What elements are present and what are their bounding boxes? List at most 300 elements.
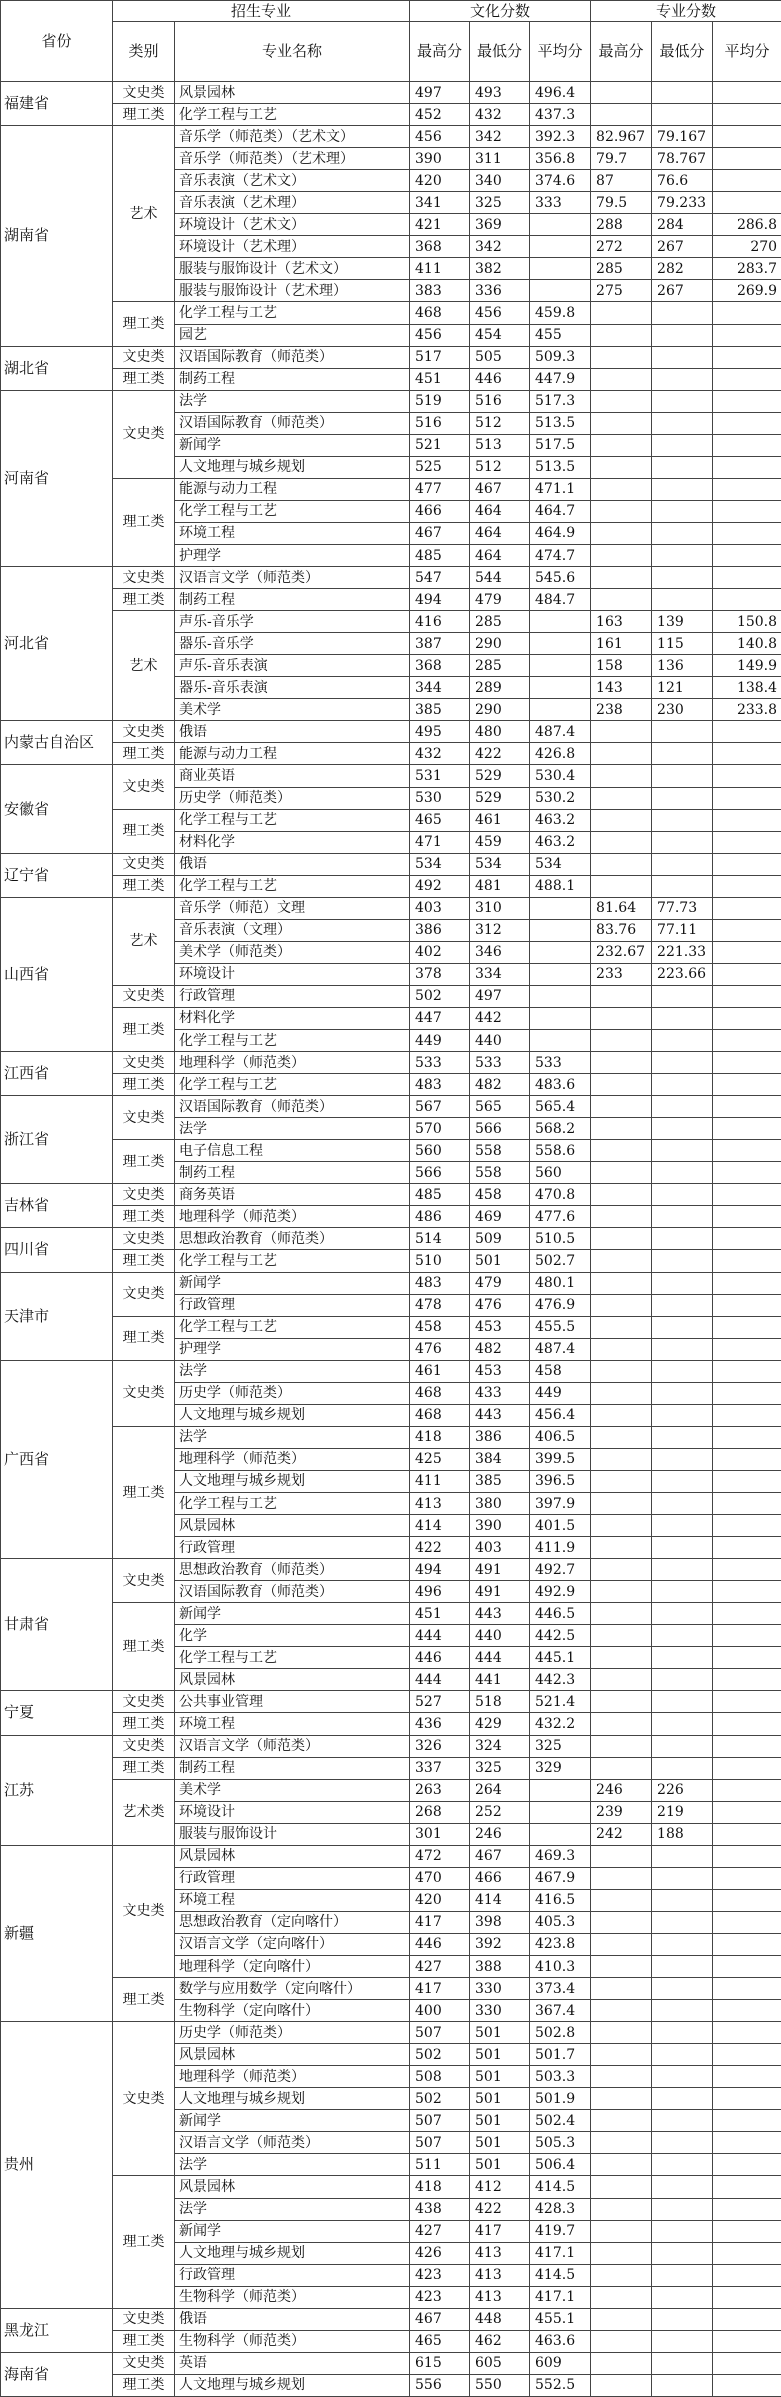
culture-min-cell: 342: [470, 236, 530, 258]
culture-avg-cell: [530, 611, 591, 633]
province-cell: 河北省: [1, 567, 113, 721]
prof-min-cell: [652, 1096, 713, 1118]
culture-avg-cell: 471.1: [530, 478, 591, 500]
category-cell: 理工类: [113, 1603, 175, 1691]
prof-max-cell: [591, 1118, 652, 1140]
culture-min-cell: 497: [470, 985, 530, 1007]
major-name-cell: 汉语言文学（定向喀什）: [175, 1933, 410, 1955]
province-cell: 江西省: [1, 1052, 113, 1096]
prof-max-cell: [591, 2242, 652, 2264]
major-name-cell: 化学工程与工艺: [175, 1647, 410, 1669]
major-name-cell: 人文地理与城乡规划: [175, 1470, 410, 1492]
major-name-cell: 化学工程与工艺: [175, 302, 410, 324]
culture-max-cell: 511: [410, 2154, 470, 2176]
major-name-cell: 化学工程与工艺: [175, 1316, 410, 1338]
prof-avg-cell: [713, 1823, 781, 1845]
header-province: 省份: [1, 1, 113, 82]
culture-max-cell: 268: [410, 1801, 470, 1823]
culture-min-cell: 558: [470, 1140, 530, 1162]
prof-max-cell: [591, 1426, 652, 1448]
culture-max-cell: 403: [410, 897, 470, 919]
table-row: [1, 1074, 781, 1096]
major-name-cell: 汉语言文学（师范类）: [175, 1735, 410, 1757]
category-cell: 文史类: [113, 1052, 175, 1074]
culture-max-cell: 341: [410, 192, 470, 214]
culture-min-cell: 482: [470, 1074, 530, 1096]
culture-min-cell: 285: [470, 611, 530, 633]
culture-min-cell: 324: [470, 1735, 530, 1757]
culture-avg-cell: 416.5: [530, 1889, 591, 1911]
culture-min-cell: 417: [470, 2220, 530, 2242]
culture-min-cell: 550: [470, 2374, 530, 2396]
culture-avg-cell: 446.5: [530, 1603, 591, 1625]
table-row: [1, 611, 781, 633]
prof-avg-cell: [713, 2198, 781, 2220]
culture-max-cell: 468: [410, 302, 470, 324]
culture-avg-cell: 513.5: [530, 412, 591, 434]
prof-max-cell: [591, 82, 652, 104]
prof-min-cell: 282: [652, 258, 713, 280]
culture-min-cell: 325: [470, 1757, 530, 1779]
prof-avg-cell: [713, 809, 781, 831]
prof-avg-cell: [713, 2242, 781, 2264]
major-name-cell: 汉语言文学（师范类）: [175, 2132, 410, 2154]
prof-max-cell: [591, 2088, 652, 2110]
culture-avg-cell: [530, 985, 591, 1007]
major-name-cell: 新闻学: [175, 2110, 410, 2132]
prof-avg-cell: [713, 346, 781, 368]
table-row: [1, 104, 781, 126]
culture-min-cell: 513: [470, 434, 530, 456]
category-cell: 理工类: [113, 1007, 175, 1051]
prof-max-cell: [591, 1537, 652, 1559]
culture-min-cell: 413: [470, 2264, 530, 2286]
major-name-cell: 护理学: [175, 544, 410, 566]
major-name-cell: 风景园林: [175, 2044, 410, 2066]
prof-min-cell: [652, 1184, 713, 1206]
table-row: [1, 302, 781, 324]
prof-max-cell: [591, 1052, 652, 1074]
culture-max-cell: 465: [410, 809, 470, 831]
culture-avg-cell: 517.5: [530, 434, 591, 456]
culture-min-cell: 342: [470, 126, 530, 148]
culture-avg-cell: 373.4: [530, 1978, 591, 2000]
culture-min-cell: 443: [470, 1603, 530, 1625]
prof-max-cell: [591, 1735, 652, 1757]
table-row: [1, 1052, 781, 1074]
prof-max-cell: [591, 1978, 652, 2000]
prof-min-cell: 77.73: [652, 897, 713, 919]
category-cell: 文史类: [113, 1272, 175, 1316]
prof-min-cell: [652, 589, 713, 611]
culture-max-cell: 519: [410, 390, 470, 412]
culture-avg-cell: [530, 214, 591, 236]
category-cell: 理工类: [113, 1074, 175, 1096]
culture-max-cell: 516: [410, 412, 470, 434]
prof-avg-cell: [713, 148, 781, 170]
major-name-cell: 人文地理与城乡规划: [175, 2374, 410, 2396]
culture-avg-cell: 329: [530, 1757, 591, 1779]
culture-max-cell: 471: [410, 831, 470, 853]
major-name-cell: 数学与应用数学（定向喀什）: [175, 1978, 410, 2000]
culture-max-cell: 417: [410, 1978, 470, 2000]
province-cell: 甘肃省: [1, 1559, 113, 1691]
prof-avg-cell: 286.8: [713, 214, 781, 236]
prof-avg-cell: [713, 2154, 781, 2176]
culture-avg-cell: 483.6: [530, 1074, 591, 1096]
culture-avg-cell: 459.8: [530, 302, 591, 324]
major-name-cell: 人文地理与城乡规划: [175, 456, 410, 478]
prof-min-cell: 78.767: [652, 148, 713, 170]
culture-min-cell: 289: [470, 677, 530, 699]
prof-max-cell: [591, 2330, 652, 2352]
prof-min-cell: [652, 346, 713, 368]
prof-avg-cell: [713, 2330, 781, 2352]
prof-avg-cell: [713, 1140, 781, 1162]
province-cell: 河南省: [1, 390, 113, 566]
prof-min-cell: [652, 1603, 713, 1625]
prof-max-cell: [591, 2308, 652, 2330]
prof-avg-cell: [713, 721, 781, 743]
culture-min-cell: 414: [470, 1889, 530, 1911]
prof-avg-cell: [713, 765, 781, 787]
category-cell: 文史类: [113, 721, 175, 743]
culture-max-cell: 263: [410, 1779, 470, 1801]
culture-max-cell: 556: [410, 2374, 470, 2396]
major-name-cell: 地理科学（师范类）: [175, 1206, 410, 1228]
culture-min-cell: 501: [470, 2154, 530, 2176]
prof-min-cell: [652, 368, 713, 390]
major-name-cell: 环境工程: [175, 522, 410, 544]
culture-avg-cell: 405.3: [530, 1911, 591, 1933]
prof-max-cell: [591, 1625, 652, 1647]
major-name-cell: 地理科学（师范类）: [175, 2066, 410, 2088]
prof-avg-cell: [713, 1779, 781, 1801]
major-name-cell: 服装与服饰设计（艺术文）: [175, 258, 410, 280]
province-cell: 安徽省: [1, 765, 113, 853]
major-name-cell: 环境设计（艺术理）: [175, 236, 410, 258]
culture-max-cell: 427: [410, 1955, 470, 1977]
prof-avg-cell: [713, 1625, 781, 1647]
culture-max-cell: 525: [410, 456, 470, 478]
prof-min-cell: 139: [652, 611, 713, 633]
culture-avg-cell: 414.5: [530, 2264, 591, 2286]
prof-avg-cell: [713, 1647, 781, 1669]
culture-max-cell: 432: [410, 743, 470, 765]
prof-max-cell: [591, 567, 652, 589]
culture-max-cell: 547: [410, 567, 470, 589]
prof-min-cell: [652, 1228, 713, 1250]
major-name-cell: 行政管理: [175, 1867, 410, 1889]
culture-min-cell: 433: [470, 1382, 530, 1404]
culture-avg-cell: 568.2: [530, 1118, 591, 1140]
major-name-cell: 商务英语: [175, 1184, 410, 1206]
culture-avg-cell: 502.7: [530, 1250, 591, 1272]
major-name-cell: 环境设计: [175, 963, 410, 985]
prof-max-cell: [591, 2132, 652, 2154]
prof-max-cell: [591, 2286, 652, 2308]
culture-avg-cell: [530, 633, 591, 655]
table-body: [1, 82, 781, 2397]
major-name-cell: 地理科学（定向喀什）: [175, 1955, 410, 1977]
province-cell: 辽宁省: [1, 853, 113, 897]
culture-max-cell: 507: [410, 2110, 470, 2132]
culture-avg-cell: 410.3: [530, 1955, 591, 1977]
prof-max-cell: 158: [591, 655, 652, 677]
culture-avg-cell: 325: [530, 1735, 591, 1757]
culture-max-cell: 497: [410, 82, 470, 104]
prof-max-cell: [591, 1647, 652, 1669]
prof-max-cell: [591, 346, 652, 368]
prof-min-cell: [652, 1625, 713, 1647]
header-culture-max: 最高分: [410, 22, 470, 82]
header-prof-avg: 平均分: [713, 22, 781, 82]
culture-avg-cell: [530, 1007, 591, 1029]
major-name-cell: 风景园林: [175, 1845, 410, 1867]
prof-min-cell: [652, 809, 713, 831]
major-name-cell: 声乐-音乐学: [175, 611, 410, 633]
prof-avg-cell: [713, 522, 781, 544]
header-culture-min: 最低分: [470, 22, 530, 82]
prof-avg-cell: [713, 1096, 781, 1118]
culture-min-cell: 310: [470, 897, 530, 919]
prof-min-cell: 79.233: [652, 192, 713, 214]
prof-min-cell: [652, 2242, 713, 2264]
prof-min-cell: [652, 456, 713, 478]
category-cell: 理工类: [113, 368, 175, 390]
prof-max-cell: [591, 2352, 652, 2374]
prof-max-cell: [591, 2264, 652, 2286]
prof-max-cell: 161: [591, 633, 652, 655]
culture-max-cell: 465: [410, 2330, 470, 2352]
culture-avg-cell: 558.6: [530, 1140, 591, 1162]
prof-min-cell: [652, 2110, 713, 2132]
prof-min-cell: [652, 1669, 713, 1691]
province-cell: 吉林省: [1, 1184, 113, 1228]
culture-max-cell: 451: [410, 1603, 470, 1625]
prof-avg-cell: [713, 456, 781, 478]
prof-max-cell: [591, 1404, 652, 1426]
province-cell: 贵州: [1, 2022, 113, 2309]
prof-max-cell: [591, 1470, 652, 1492]
prof-min-cell: [652, 2352, 713, 2374]
culture-max-cell: 421: [410, 214, 470, 236]
major-name-cell: 化学工程与工艺: [175, 500, 410, 522]
prof-avg-cell: [713, 1713, 781, 1735]
prof-avg-cell: [713, 478, 781, 500]
table-row: [1, 1713, 781, 1735]
major-name-cell: 音乐表演（文理）: [175, 919, 410, 941]
major-name-cell: 制药工程: [175, 368, 410, 390]
culture-max-cell: 344: [410, 677, 470, 699]
culture-min-cell: 312: [470, 919, 530, 941]
province-cell: 湖南省: [1, 126, 113, 346]
culture-max-cell: 423: [410, 2264, 470, 2286]
culture-avg-cell: 552.5: [530, 2374, 591, 2396]
culture-min-cell: 441: [470, 1669, 530, 1691]
prof-avg-cell: [713, 1911, 781, 1933]
prof-avg-cell: [713, 1426, 781, 1448]
culture-avg-cell: 456.4: [530, 1404, 591, 1426]
table-row: [1, 2374, 781, 2396]
prof-max-cell: [591, 1713, 652, 1735]
culture-avg-cell: [530, 1030, 591, 1052]
prof-min-cell: 79.167: [652, 126, 713, 148]
prof-avg-cell: [713, 1184, 781, 1206]
major-name-cell: 环境设计: [175, 1801, 410, 1823]
culture-max-cell: 416: [410, 611, 470, 633]
prof-min-cell: [652, 1404, 713, 1426]
prof-min-cell: [652, 390, 713, 412]
prof-min-cell: 226: [652, 1779, 713, 1801]
prof-max-cell: [591, 478, 652, 500]
culture-max-cell: 400: [410, 2000, 470, 2022]
header-row-bottom: [1, 22, 781, 82]
prof-min-cell: [652, 500, 713, 522]
culture-max-cell: 502: [410, 2088, 470, 2110]
culture-min-cell: 481: [470, 875, 530, 897]
prof-max-cell: [591, 368, 652, 390]
culture-max-cell: 449: [410, 1030, 470, 1052]
prof-avg-cell: [713, 1515, 781, 1537]
table-row: [1, 1978, 781, 2000]
major-name-cell: 生物科学（定向喀什）: [175, 2000, 410, 2022]
prof-max-cell: [591, 2066, 652, 2088]
culture-avg-cell: 476.9: [530, 1294, 591, 1316]
culture-min-cell: 501: [470, 2022, 530, 2044]
culture-avg-cell: 458: [530, 1360, 591, 1382]
culture-max-cell: 427: [410, 2220, 470, 2242]
culture-max-cell: 446: [410, 1647, 470, 1669]
prof-max-cell: [591, 302, 652, 324]
culture-min-cell: 330: [470, 2000, 530, 2022]
culture-avg-cell: 492.9: [530, 1581, 591, 1603]
culture-min-cell: 558: [470, 1162, 530, 1184]
prof-avg-cell: 140.8: [713, 633, 781, 655]
prof-min-cell: [652, 765, 713, 787]
culture-avg-cell: [530, 258, 591, 280]
prof-max-cell: 285: [591, 258, 652, 280]
culture-min-cell: 464: [470, 500, 530, 522]
table-row: [1, 368, 781, 390]
culture-avg-cell: 474.7: [530, 544, 591, 566]
prof-min-cell: [652, 1581, 713, 1603]
culture-min-cell: 480: [470, 721, 530, 743]
category-cell: 理工类: [113, 2374, 175, 2396]
prof-max-cell: 288: [591, 214, 652, 236]
prof-avg-cell: [713, 1757, 781, 1779]
prof-avg-cell: [713, 368, 781, 390]
culture-min-cell: 544: [470, 567, 530, 589]
culture-avg-cell: 480.1: [530, 1272, 591, 1294]
prof-min-cell: [652, 2044, 713, 2066]
prof-max-cell: [591, 1669, 652, 1691]
prof-min-cell: [652, 1845, 713, 1867]
prof-min-cell: 267: [652, 280, 713, 302]
culture-max-cell: 402: [410, 941, 470, 963]
prof-max-cell: [591, 2374, 652, 2396]
prof-max-cell: [591, 1338, 652, 1360]
culture-max-cell: 496: [410, 1581, 470, 1603]
culture-avg-cell: [530, 677, 591, 699]
prof-min-cell: [652, 324, 713, 346]
culture-min-cell: 501: [470, 2132, 530, 2154]
culture-min-cell: 605: [470, 2352, 530, 2374]
prof-min-cell: [652, 743, 713, 765]
culture-max-cell: 383: [410, 280, 470, 302]
culture-min-cell: 458: [470, 1184, 530, 1206]
prof-avg-cell: [713, 1559, 781, 1581]
culture-max-cell: 301: [410, 1823, 470, 1845]
major-name-cell: 音乐表演（艺术文）: [175, 170, 410, 192]
culture-max-cell: 494: [410, 589, 470, 611]
culture-max-cell: 486: [410, 1206, 470, 1228]
prof-min-cell: [652, 1493, 713, 1515]
prof-avg-cell: 283.7: [713, 258, 781, 280]
prof-min-cell: [652, 1074, 713, 1096]
prof-avg-cell: [713, 1581, 781, 1603]
culture-min-cell: 479: [470, 1272, 530, 1294]
prof-min-cell: [652, 1933, 713, 1955]
table-row: [1, 567, 781, 589]
prof-avg-cell: [713, 1030, 781, 1052]
culture-min-cell: 534: [470, 853, 530, 875]
culture-max-cell: 530: [410, 787, 470, 809]
prof-avg-cell: [713, 919, 781, 941]
culture-avg-cell: 530.4: [530, 765, 591, 787]
table-row: [1, 478, 781, 500]
culture-avg-cell: [530, 919, 591, 941]
culture-max-cell: 420: [410, 1889, 470, 1911]
prof-avg-cell: [713, 1118, 781, 1140]
table-row: [1, 809, 781, 831]
culture-avg-cell: 463.2: [530, 831, 591, 853]
prof-max-cell: [591, 1360, 652, 1382]
culture-max-cell: 422: [410, 1537, 470, 1559]
prof-max-cell: [591, 1845, 652, 1867]
category-cell: 理工类: [113, 1140, 175, 1184]
prof-avg-cell: [713, 2110, 781, 2132]
prof-min-cell: 221.33: [652, 941, 713, 963]
prof-avg-cell: [713, 104, 781, 126]
prof-min-cell: [652, 302, 713, 324]
category-cell: 艺术: [113, 611, 175, 721]
prof-max-cell: 233: [591, 963, 652, 985]
category-cell: 文史类: [113, 346, 175, 368]
table-row: [1, 1184, 781, 1206]
prof-max-cell: [591, 831, 652, 853]
prof-avg-cell: [713, 1294, 781, 1316]
prof-avg-cell: [713, 2286, 781, 2308]
prof-avg-cell: [713, 1074, 781, 1096]
culture-avg-cell: 356.8: [530, 148, 591, 170]
culture-min-cell: 467: [470, 1845, 530, 1867]
prof-avg-cell: [713, 1228, 781, 1250]
culture-max-cell: 420: [410, 170, 470, 192]
culture-max-cell: 444: [410, 1669, 470, 1691]
culture-max-cell: 470: [410, 1867, 470, 1889]
culture-avg-cell: 517.3: [530, 390, 591, 412]
category-cell: 文史类: [113, 390, 175, 478]
culture-max-cell: 411: [410, 1470, 470, 1492]
category-cell: 文史类: [113, 1735, 175, 1757]
culture-min-cell: 380: [470, 1493, 530, 1515]
prof-min-cell: 121: [652, 677, 713, 699]
prof-min-cell: [652, 82, 713, 104]
culture-max-cell: 521: [410, 434, 470, 456]
culture-max-cell: 472: [410, 1845, 470, 1867]
culture-max-cell: 508: [410, 2066, 470, 2088]
